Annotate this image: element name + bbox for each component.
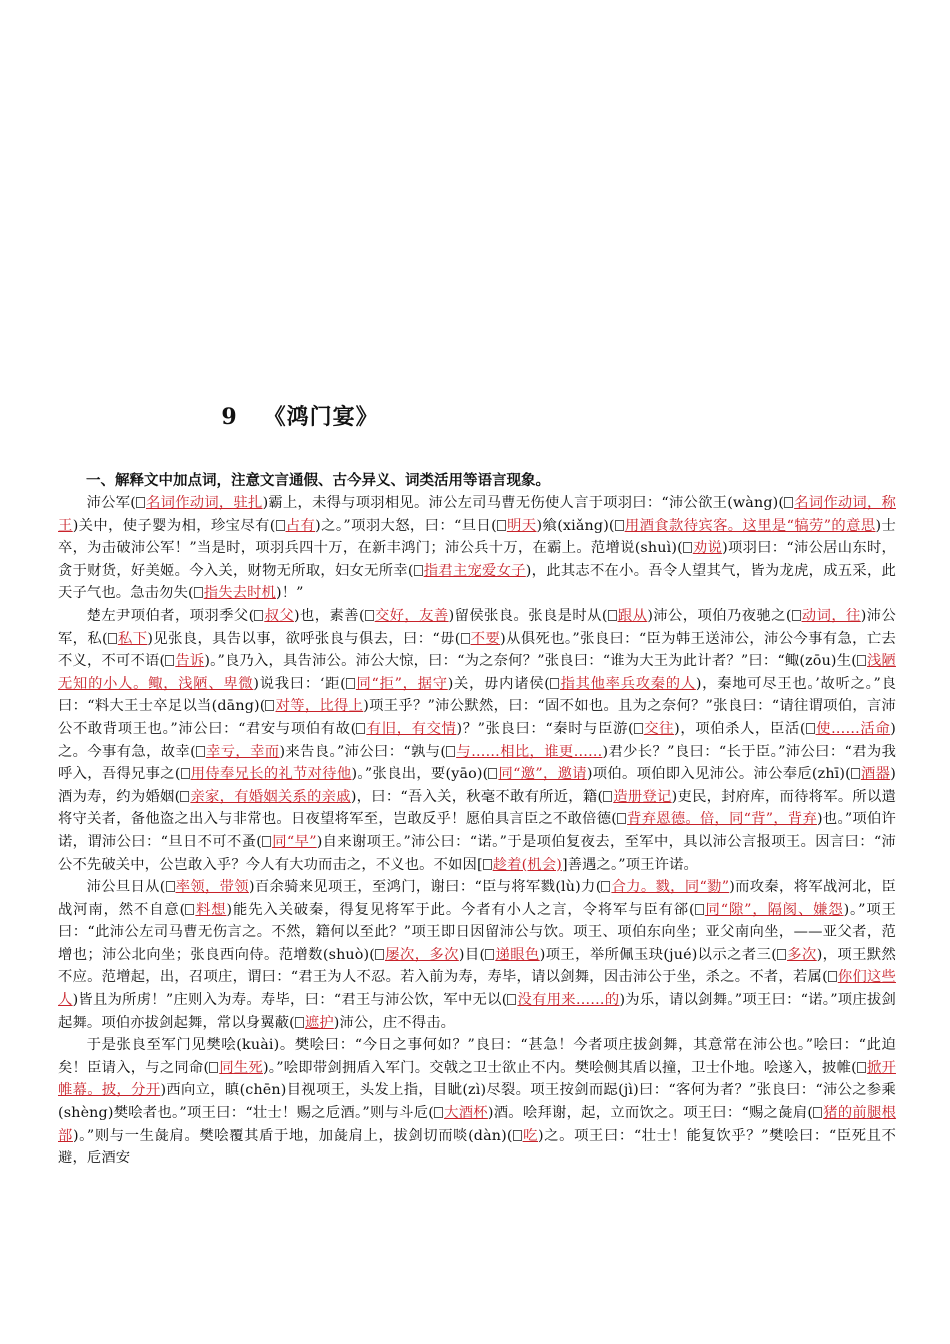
annotation-text: 同“早” <box>272 833 317 850</box>
lesson-title <box>0 400 600 431</box>
annotation-text: 你们这些人 <box>58 969 896 1009</box>
annotation-text: 浅陋无知的小人。鲰，浅陋、卑微 <box>58 653 896 692</box>
comment-marker-icon <box>828 971 837 982</box>
annotation-text: 明天 <box>506 517 537 534</box>
body-text: )也，素善( <box>294 607 365 624</box>
annotation-text: 亲家，有婚姻关系的亲戚 <box>190 788 351 805</box>
annotation-text: 多次 <box>786 946 817 963</box>
annotation-text: 对等，比得上 <box>275 698 364 715</box>
body-text: )也。”项伯许诺，谓沛公曰：“旦日不可不蚤( <box>58 811 897 850</box>
comment-marker-icon <box>851 768 860 779</box>
body-text: )而攻秦，将军战河北，臣战河南，然不自意( <box>58 879 896 918</box>
annotation-text: 同“隙”，隔阂、嫌怨 <box>704 901 844 918</box>
body-text: )来告良。”沛公曰：“孰与( <box>279 743 447 760</box>
comment-marker-icon <box>108 633 117 644</box>
comment-marker-icon <box>683 542 692 553</box>
comment-marker-icon <box>254 610 263 621</box>
body-text: )。”则与一生彘肩。樊哙覆其盾于地，加彘肩上，拔剑切而啖(dàn)( <box>72 1127 513 1144</box>
annotation-text: 不要 <box>470 630 501 647</box>
comment-marker-icon <box>276 520 285 531</box>
comment-marker-icon <box>434 1107 443 1118</box>
annotation-text: 同“邀”，邀请 <box>498 766 587 783</box>
body-text: )霸上，未得与项羽相见。沛公左司马曹无伤使人言于项羽曰：“沛公欲王(wàng)( <box>262 495 785 511</box>
body-text: )。”良乃入，具告沛公。沛公大惊，曰：“为之奈何？”张良曰：“谁为大王为此计者？”曰：“鲰(zōu)生( <box>204 653 857 670</box>
comment-marker-icon <box>483 859 492 870</box>
annotation-text: 猪的前腿根部 <box>58 1105 897 1144</box>
body-text: )项羽曰：“沛公居山东时，贪于财货，好美姬。今入关，财物无所取，妇女无所幸( <box>58 540 896 579</box>
comment-marker-icon <box>185 904 194 915</box>
text-paragraph-4 <box>58 1034 896 1170</box>
body-text: )吏民，封府库，而待将军。所以遣将守关者，备他盗之出入与非常也。日夜望将军至，岂敢反乎！愿伯具言臣之不敢倍德( <box>58 788 896 828</box>
comment-marker-icon <box>603 791 612 802</box>
comment-marker-icon <box>375 949 384 960</box>
body-text: )见张良，具告以事，欲呼张良与俱去，曰：“毋( <box>147 630 461 647</box>
comment-marker-icon <box>446 746 455 757</box>
document-body <box>58 470 896 1170</box>
body-text: )，此其志不在小。吾令人望其气，皆为龙虎，成五采，此天子气也。急击勿失( <box>58 562 896 602</box>
annotation-text: 名词作动词，驻扎 <box>146 495 263 511</box>
body-text: )！” <box>275 585 304 602</box>
body-text: )从俱死也。”张良曰：“臣为韩王送沛公，沛公今事有急，亡去不义，不可不语( <box>58 630 896 670</box>
body-text: )皆且为所虏！”庄则入为寿。寿毕，曰：“君王与沛公饮，军中无以( <box>72 992 508 1009</box>
body-text: )。”项王曰：“此沛公左司马曹无伤言之。不然，籍何以至此？”项王即日因留沛公与饮。项王、项伯东向坐；亚父南向坐，——亚父者，范增也；沛公北向坐；张良西向侍。范增数(shuò)( <box>58 901 896 963</box>
body-text: )西向立，瞋(chēn)目视项王，头发上指，目眦(zì)尽裂。项王按剑而跽(jì)曰：“客何为者？”张良曰：“沛公之参乘(shèng)樊哙者也。”项王曰：“壮士！赐之卮酒。”则与斗卮( <box>58 1082 896 1122</box>
comment-marker-icon <box>857 1062 866 1073</box>
body-text: )，曰：“吾入关，秋毫不敢有所近，籍( <box>350 788 604 805</box>
body-text: )？”张良曰：“秦时与臣游( <box>456 720 634 737</box>
comment-marker-icon <box>507 994 516 1005</box>
comment-marker-icon <box>461 633 470 644</box>
body-text: )君少长？”良曰：“长于臣。”沛公曰：“君为我呼入，吾得兄事之( <box>58 743 897 783</box>
annotation-text: 私下 <box>117 630 148 647</box>
comment-marker-icon <box>136 497 145 508</box>
comment-marker-icon <box>806 723 815 734</box>
comment-marker-icon <box>194 587 203 598</box>
text-paragraph-1 <box>58 492 896 605</box>
comment-marker-icon <box>180 791 189 802</box>
comment-marker-icon <box>784 497 793 508</box>
text-paragraph-2 <box>58 605 896 876</box>
annotation-text: 占有 <box>285 517 316 534</box>
comment-marker-icon <box>601 881 610 892</box>
annotation-text: 指君主宠爱女子 <box>423 562 526 579</box>
comment-marker-icon <box>488 768 497 779</box>
annotation-text: 趁着(机会) <box>492 856 562 873</box>
annotation-text: 叔父 <box>264 607 295 624</box>
body-text: )项王乎？”沛公默然，曰：“固不如也。且为之奈何？”张良曰：“请往谓项伯，言沛公不敢背项王也。”沛公曰：“君安与项伯有故( <box>58 698 896 737</box>
annotation-text: 使……活命 <box>815 720 891 737</box>
annotation-text: 吃 <box>522 1127 539 1144</box>
body-text: )为乐，请以剑舞。”项王曰：“诺。”项庄拔剑起舞。项伯亦拔剑起舞，常以身翼蔽( <box>58 992 896 1031</box>
body-text: )飨(xiǎng)( <box>536 517 615 534</box>
comment-marker-icon <box>165 655 174 666</box>
comment-marker-icon <box>209 1062 218 1073</box>
annotation-text: 屡次，多次 <box>385 946 459 963</box>
comment-marker-icon <box>346 678 355 689</box>
annotation-text: 跟从 <box>617 607 648 624</box>
body-text: 于是张良至军门见樊哙(kuài)。樊哙曰：“今日之事何如？”良曰：“甚急！今者项庄拔剑舞，其意常在沛公也。”哙曰：“此迫矣！臣请入，与之同命( <box>58 1037 896 1076</box>
body-text: )酒。哙拜谢，起，立而饮之。项王曰：“赐之彘肩( <box>487 1105 814 1122</box>
annotation-text: 同生死 <box>219 1059 263 1076</box>
annotation-text: 合力。戮，同“勠” <box>611 879 730 896</box>
annotation-text: 指其他率兵攻秦的人 <box>559 675 696 692</box>
annotation-text: 没有用来……的 <box>517 992 620 1009</box>
comment-marker-icon <box>365 610 374 621</box>
body-text: )项伯。项伯即入见沛公。沛公奉卮(zhī)( <box>586 766 851 783</box>
comment-marker-icon <box>485 949 494 960</box>
comment-marker-icon <box>356 723 365 734</box>
body-text: )。”哙即带剑拥盾入军门。交戟之卫士欲止不内。樊哙侧其盾以撞，卫士仆地。哙遂入，披帷( <box>262 1059 857 1076</box>
annotation-text: 用酒食款待宾客。这里是“犒劳”的意思 <box>624 517 876 534</box>
comment-marker-icon <box>813 1107 822 1118</box>
body-text: )目( <box>458 946 486 963</box>
comment-marker-icon <box>295 1017 304 1028</box>
annotation-text: 指失去时机 <box>203 585 276 602</box>
annotation-text: 背弃恩德。倍，同“背”，背弃 <box>627 811 818 828</box>
comment-marker-icon <box>777 949 786 960</box>
body-text: )之。今事有急，故幸( <box>58 720 897 760</box>
annotation-text: 交好，友善 <box>374 607 449 624</box>
comment-marker-icon <box>608 610 617 621</box>
annotation-text: 大酒杯 <box>444 1105 488 1122</box>
annotation-text: 动词，往 <box>801 607 861 624</box>
lesson-title-text: 《鸿门宴》 <box>263 404 379 430</box>
comment-marker-icon <box>265 700 274 711</box>
annotation-text: 与……相比，谁更…… <box>456 743 603 760</box>
annotation-text: 同“拒”，据守 <box>355 675 448 692</box>
comment-marker-icon <box>634 723 643 734</box>
body-text: )能先入关破秦，得复见将军于此。今者有小人之言，令将军与臣有郤( <box>226 901 695 918</box>
comment-marker-icon <box>181 768 190 779</box>
annotation-text: 名词作动词，称王 <box>58 495 896 534</box>
body-text: )，项王默然不应。范增起，出，召项庄，谓曰：“君王为人不忍。若入前为寿，寿毕，请以剑舞，因击沛公于坐，杀之。不者，若属( <box>58 946 896 986</box>
body-text: )之。项王曰：“壮士！能复饮乎？”樊哙曰：“臣死且不避，卮酒安 <box>58 1127 897 1167</box>
comment-marker-icon <box>414 565 423 576</box>
comment-marker-icon <box>695 904 704 915</box>
body-text: )留侯张良。张良是时从( <box>448 607 608 624</box>
annotation-text: 递眼色 <box>495 946 540 963</box>
annotation-text: 酒器 <box>860 766 891 783</box>
comment-marker-icon <box>513 1130 522 1141</box>
annotation-text: 告诉 <box>175 653 205 670</box>
body-text: )百余骑来见项王，至鸿门，谢曰：“臣与将军戮(lù)力( <box>248 879 602 896</box>
text-paragraph-3 <box>58 876 896 1034</box>
annotation-text: 率领，带领 <box>175 879 249 896</box>
body-text: )，项伯杀人，臣活( <box>674 720 806 737</box>
body-text: )关，毋内诸侯( <box>447 675 550 692</box>
comment-marker-icon <box>617 813 626 824</box>
body-text: )士卒，为击破沛公军！”当是时，项羽兵四十万，在新丰鸿门；沛公兵十万，在霸上。范增说(shuì)( <box>58 517 896 557</box>
comment-marker-icon <box>550 678 559 689</box>
annotation-text: 劝说 <box>692 540 723 557</box>
body-text: )沛公，项伯乃夜驰之( <box>647 607 792 624</box>
annotation-text: 用侍奉兄长的礼节对待他 <box>190 766 352 783</box>
body-text: ]善遇之。”项王许诺。 <box>561 856 698 873</box>
annotation-text: 遮护 <box>304 1014 334 1031</box>
body-text: )说我曰：‘距( <box>253 675 346 692</box>
comment-marker-icon <box>792 610 801 621</box>
body-text: )。”张良出，要(yāo)( <box>351 766 489 783</box>
body-text: )酒为寿，约为婚姻( <box>58 766 896 805</box>
body-text: )沛公，庄不得击。 <box>333 1014 456 1031</box>
body-text: 沛公旦日从( <box>86 879 166 896</box>
body-text: )之。”项羽大怒，曰：“旦日( <box>315 517 497 534</box>
comment-marker-icon <box>196 746 205 757</box>
annotation-text: 掀开帷幕。披，分开 <box>58 1059 896 1099</box>
lesson-number: 9 <box>221 404 238 430</box>
comment-marker-icon <box>497 520 506 531</box>
annotation-text: 交往 <box>643 720 675 737</box>
body-text: )沛公军，私( <box>58 607 896 647</box>
annotation-text: 有旧，有交情 <box>366 720 457 737</box>
body-text: )关中，使子婴为相，珍宝尽有( <box>72 517 276 534</box>
exercise-instruction: 一、解释文中加点词，注意文言通假、古今异义、词类活用等语言现象。 <box>86 472 550 489</box>
body-text: 沛公军( <box>86 495 136 511</box>
annotation-text: 料想 <box>195 901 227 918</box>
body-text: )项王，举所佩玉玦(jué)以示之者三( <box>539 946 777 963</box>
comment-marker-icon <box>615 520 624 531</box>
annotation-text: 幸亏，幸而 <box>205 743 280 760</box>
body-text: )，秦地可尽王也。’故听之。”良曰：“料大王士卒足以当(dāng)( <box>58 675 897 715</box>
comment-marker-icon <box>857 655 866 666</box>
comment-marker-icon <box>262 836 271 847</box>
comment-marker-icon <box>166 881 175 892</box>
annotation-text: 造册登记 <box>613 788 672 805</box>
body-text: 楚左尹项伯者，项羽季父( <box>86 607 255 624</box>
body-text: )自来谢项王。”沛公曰：“诺。”于是项伯复夜去，至军中，具以沛公言报项王。因言曰：“沛公不先破关中，公岂敢入乎？今人有大功而击之，不义也。不如因[ <box>58 833 897 873</box>
